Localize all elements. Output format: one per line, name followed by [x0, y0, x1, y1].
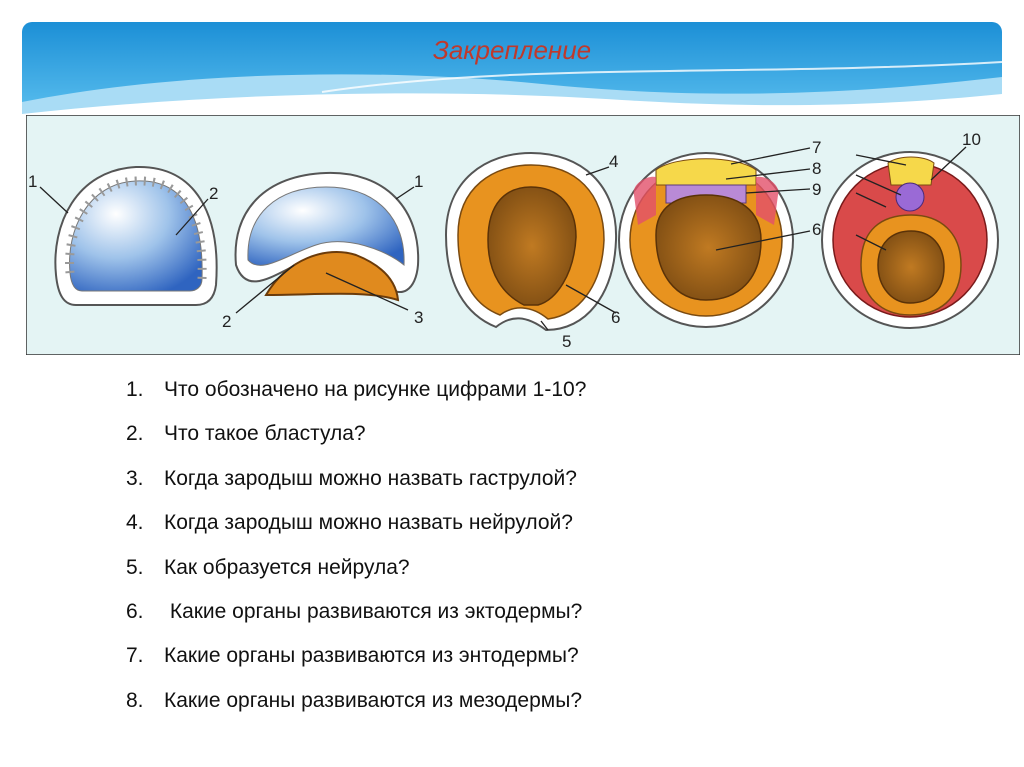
figure-label: 10	[962, 130, 981, 149]
question-item	[126, 368, 826, 412]
question-text: Когда зародыш можно назвать гаструлой?	[164, 466, 577, 490]
figure-label: 6	[611, 308, 621, 327]
figure-label: 8	[812, 159, 822, 178]
question-item	[126, 546, 826, 590]
question-list	[126, 368, 826, 723]
figure-label: 5	[562, 332, 572, 351]
embryo-stages-figure	[26, 115, 1020, 355]
question-item	[126, 634, 826, 678]
question-number: 2.	[126, 422, 144, 446]
question-number: 8.	[126, 688, 144, 712]
figure-label: 4	[609, 152, 619, 171]
question-item	[126, 590, 826, 634]
question-text: Как образуется нейрула?	[164, 555, 410, 579]
figure-label: 7	[812, 138, 822, 157]
figure-label: 6	[812, 220, 822, 239]
figure-label: 3	[414, 308, 424, 327]
figure-label: 2	[209, 184, 219, 203]
question-number: 3.	[126, 466, 144, 490]
figure-label: 1	[28, 172, 38, 191]
question-item	[126, 457, 826, 501]
question-text: Что такое бластула?	[164, 422, 366, 446]
figure-label: 1	[414, 172, 424, 191]
question-text: Что обозначено на рисунке цифрами 1-10?	[164, 378, 587, 401]
figure-label: 2	[222, 312, 232, 331]
question-number: 7.	[126, 644, 144, 668]
question-text: Когда зародыш можно назвать нейрулой?	[164, 511, 573, 535]
question-item	[126, 501, 826, 545]
figure-label: 9	[812, 180, 822, 199]
question-text: Какие органы развиваются из энтодермы?	[164, 644, 579, 668]
question-number: 5.	[126, 555, 144, 579]
gastrula-embryo	[446, 152, 619, 330]
neurula-embryo	[822, 152, 998, 328]
question-item	[126, 679, 826, 723]
question-item	[126, 412, 826, 456]
question-text: Какие органы развиваются из эктодермы?	[164, 599, 583, 623]
question-number: 4.	[126, 511, 144, 535]
question-number: 1.	[126, 378, 144, 401]
question-text: Какие органы развиваются из мезодермы?	[164, 688, 583, 712]
slide-title: Закрепление	[432, 35, 592, 65]
question-number: 6.	[126, 599, 144, 623]
